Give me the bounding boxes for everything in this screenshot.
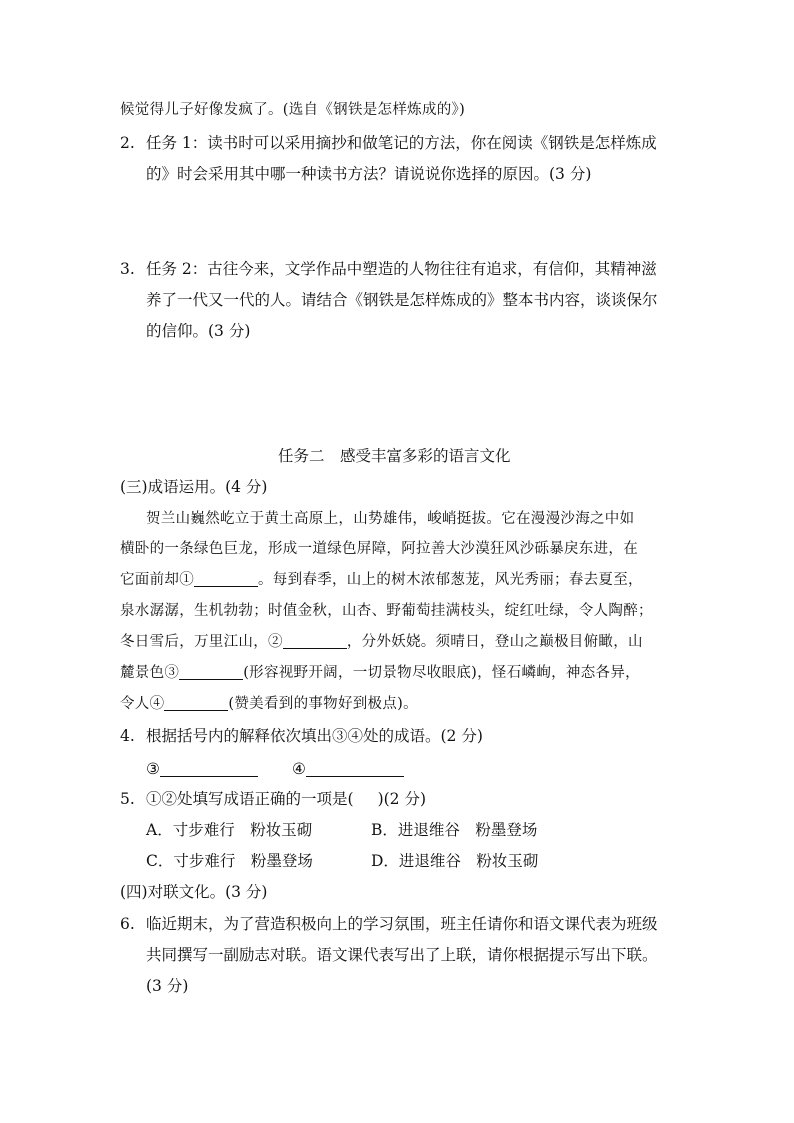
question-6-line-2: 共同撰写一副励志对联。语文课代表写出了上联，请你根据提示写出下联。	[146, 946, 658, 964]
passage-line-4: 泉水潺潺，生机勃勃；时值金秋，山杏、野葡萄挂满枝头，绽红吐绿，令人陶醉；	[120, 603, 653, 619]
blank-4[interactable]	[164, 694, 228, 711]
option-b: B．进退维谷 粉墨登场	[371, 821, 538, 839]
section-title: 任务二 感受丰富多彩的语言文化	[278, 447, 511, 465]
passage-line-3-start: 它面前却①	[120, 572, 194, 588]
question-4-number: 4.	[120, 727, 135, 745]
passage-line-7	[120, 693, 418, 715]
passage-line-3-end: 。每到春季，山上的树木浓郁葱茏，风光秀丽；春去夏至，	[258, 572, 643, 588]
part-4-heading: (四)对联文化。(3 分)	[120, 883, 268, 901]
answer-blank-3[interactable]	[160, 760, 258, 777]
passage-line-6-end: (形容视野开阔，一切景物尽收眼底)，怪石嶙峋，神态各异，	[243, 665, 640, 681]
blank-2[interactable]	[283, 632, 347, 649]
blank-1[interactable]	[194, 570, 258, 587]
passage-line-3	[120, 569, 643, 591]
passage-line-7-start: 令人④	[120, 696, 165, 712]
question-2-line-2: 的》时会采用其中哪一种读书方法？请说说你选择的原因。(3 分)	[146, 165, 592, 183]
passage-line-5	[120, 631, 643, 653]
answer-line-3	[146, 758, 258, 780]
passage-line-7-end: (赞美看到的事物好到极点)。	[228, 696, 418, 712]
question-3-line-2: 养了一代又一代的人。请结合《钢铁是怎样炼成的》整本书内容，谈谈保尔	[146, 291, 658, 309]
question-5-text	[146, 788, 426, 810]
answer-line-4	[292, 758, 404, 780]
passage-line-5-end: ，分外妖娆。须晴日，登山之巅极目俯瞰，山	[346, 634, 643, 650]
part-3-heading: (三)成语运用。(4 分)	[120, 478, 268, 496]
passage-line-1: 贺兰山巍然屹立于黄土高原上，山势雄伟，峻峭挺拔。它在漫漫沙海之中如	[146, 511, 635, 527]
option-a: A．寸步难行 粉妆玉砌	[146, 821, 313, 839]
question-4-text: 根据括号内的解释依次填出③④处的成语。(2 分)	[146, 727, 483, 745]
question-5-text-b: )(2 分)	[377, 790, 426, 808]
question-3-number: 3.	[120, 260, 135, 278]
passage-line-5-start: 冬日雪后，万里江山，②	[120, 634, 283, 650]
blank-3[interactable]	[179, 663, 243, 680]
question-6-line-1: 临近期末，为了营造积极向上的学习氛围，班主任请你和语文课代表为班级	[146, 915, 658, 933]
answer-blank-4[interactable]	[306, 760, 404, 777]
question-6-number: 6.	[120, 915, 135, 933]
question-2-number: 2.	[120, 134, 135, 152]
prev-text-line: 候觉得儿子好像发疯了。(选自《钢铁是怎样炼成的》)	[120, 102, 466, 118]
answer-label-4: ④	[292, 760, 306, 778]
option-d: D．进退维谷 粉妆玉砌	[371, 852, 539, 870]
question-5-number: 5.	[120, 790, 135, 808]
option-c: C．寸步难行 粉墨登场	[146, 852, 313, 870]
question-3-line-1: 任务 2：古往今来，文学作品中塑造的人物往往有追求，有信仰，其精神滋	[146, 260, 657, 278]
question-2-line-1: 任务 1：读书时可以采用摘抄和做笔记的方法，你在阅读《钢铁是怎样炼成	[146, 134, 657, 152]
question-3-line-3: 的信仰。(3 分)	[146, 322, 251, 340]
passage-line-2: 横卧的一条绿色巨龙，形成一道绿色屏障，阿拉善大沙漠狂风沙砾暴戾东进，在	[120, 541, 638, 557]
passage-line-6	[120, 662, 640, 684]
question-5-text-a: ①②处填写成语正确的一项是(	[146, 790, 354, 808]
answer-label-3: ③	[146, 760, 160, 778]
passage-line-6-start: 麓景色③	[120, 665, 180, 681]
question-6-line-3: (3 分)	[146, 977, 189, 995]
